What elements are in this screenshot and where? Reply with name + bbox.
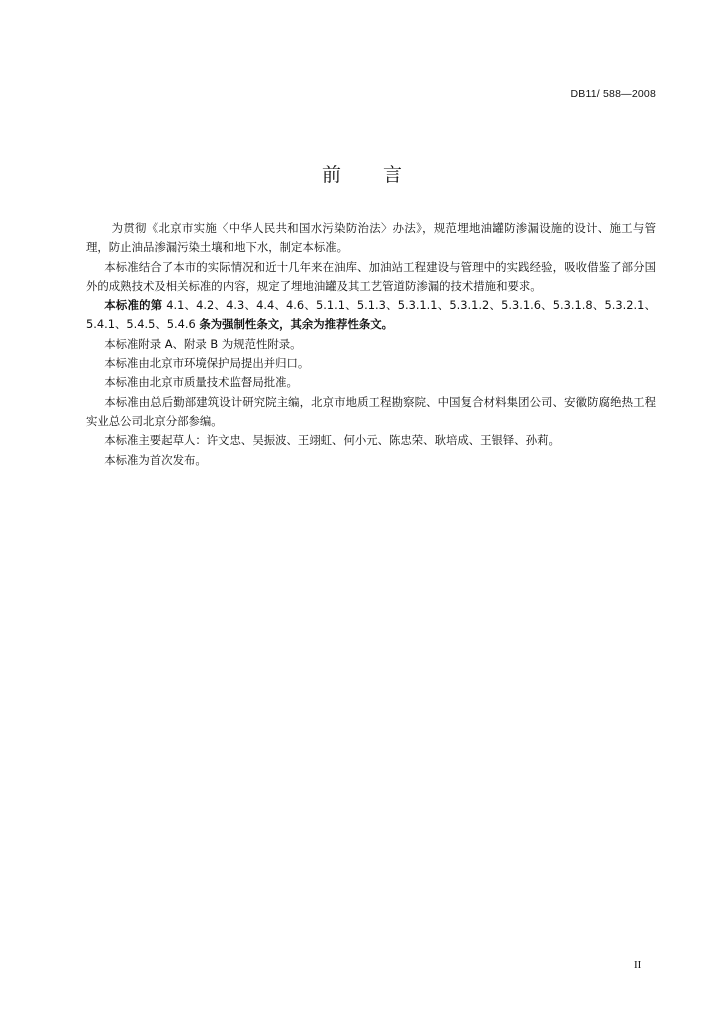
page-number: II [634, 959, 642, 971]
mandatory-tail: 条为强制性条文，其余为推荐性条文。 [199, 317, 394, 332]
paragraph-editors: 本标准由总后勤部建筑设计研究院主编，北京市地质工程勘察院、中国复合材料集团公司、安徽防腐绝热工程实业总公司北京分部参编。 [86, 394, 656, 428]
paragraph-appendix: 本标准附录 A、附录 B 为规范性附录。 [104, 336, 302, 351]
document-code: DB11/ 588—2008 [570, 88, 656, 100]
paragraph-first-release: 本标准为首次发布。 [104, 452, 207, 467]
paragraph-approver: 本标准由北京市质量技术监督局批准。 [104, 375, 298, 390]
paragraph-purpose: 为贯彻《北京市实施〈中华人民共和国水污染防治法〉办法》，规范埋地油罐防渗漏设施的设计、施工与管理，防止油品渗漏污染土壤和地下水，制定本标准。 [86, 221, 656, 255]
page-title [0, 160, 724, 187]
mandatory-clause-list: 4.1、4.2、4.3、4.4、4.6、5.1.1、5.1.3、5.3.1.1、5.3.1.2、5.3.1.6、5.3.1.8、5.3.2.1、5.4.1、5.4.5、5.4.6 [86, 298, 656, 332]
title-char-1: 前 [321, 164, 341, 186]
mandatory-lead: 本标准的第 [104, 298, 163, 313]
paragraph-background: 本标准结合了本市的实际情况和近十几年来在油库、加油站工程建设与管理中的实践经验，吸收借鉴了部分国外的成熟技术及相关标准的内容，规定了埋地油罐及其工艺管道防渗漏的技术措施和要求。 [86, 259, 656, 293]
title-char-2: 言 [383, 164, 403, 186]
paragraph-drafters: 本标准主要起草人：许文忠、吴振波、王翊虹、何小元、陈忠荣、耿培成、王银铎、孙莉。 [104, 433, 560, 448]
foreword-body [86, 219, 656, 470]
paragraph-proposer: 本标准由北京市环境保护局提出并归口。 [104, 356, 310, 371]
paragraph-mandatory-clauses [86, 296, 656, 335]
